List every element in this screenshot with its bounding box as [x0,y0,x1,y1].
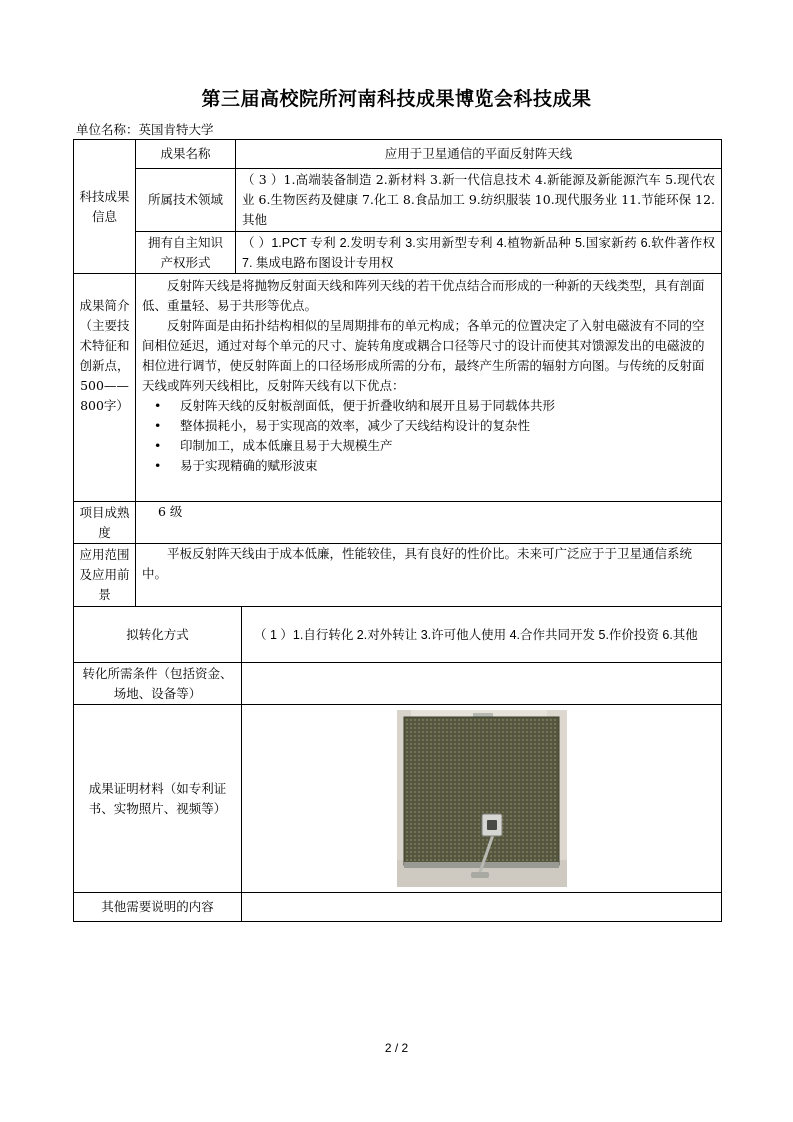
section-label-info: 科技成果信息 [74,140,136,274]
achievement-form-table [73,139,722,922]
other-value [242,893,722,922]
field-label: 所属技术领域 [136,169,236,232]
unit-name-line: 单位名称：英国肯特大学 [76,122,214,137]
field-value: （ 3 ）1.高端装备制造 2.新材料 3.新一代信息技术 4.新能源及新能源汽车 5.现代农业 6.生物医药及健康 7.化工 8.食品加工 9.纺织服装 10.现代服务业 11.节能环保 12.其他 [236,169,722,232]
transfer-mode-label: 拟转化方式 [74,607,242,663]
evidence-photo-cell [242,705,722,893]
summary-para-1: 反射阵天线是将抛物反射面天线和阵列天线的若干优点结合而形成的一种新的天线类型，具有剖面低、重量轻、易于共形等优点。 [142,278,705,313]
list-item: • 印制加工，成本低廉且易于大规模生产 [180,436,715,456]
other-label: 其他需要说明的内容 [74,893,242,922]
antenna-photo [397,710,567,887]
summary-label: 成果简介（主要技术特征和创新点，500——800字） [74,274,136,502]
document-title: 第三届高校院所河南科技成果博览会科技成果 [201,88,592,110]
ip-label: 拥有自主知识产权形式 [136,232,236,274]
advantages-list [142,396,715,476]
maturity-label: 项目成熟度 [74,502,136,544]
application-label: 应用范围及应用前景 [74,544,136,607]
application-value: 平板反射阵天线由于成本低廉，性能较佳，具有良好的性价比。未来可广泛应于于卫星通信系统中。 [136,544,722,607]
name-value: 应用于卫星通信的平面反射阵天线 [236,140,722,169]
list-item: • 整体损耗小，易于实现高的效率，减少了天线结构设计的复杂性 [180,416,715,436]
conditions-label: 转化所需条件（包括资金、场地、设备等） [74,663,242,705]
name-label: 成果名称 [136,140,236,169]
evidence-label: 成果证明材料（如专利证书、实物照片、视频等） [74,705,242,893]
summary-para-2: 反射阵面是由拓扑结构相似的呈周期排布的单元构成；各单元的位置决定了入射电磁波有不同的空间相位延迟，通过对每个单元的尺寸、旋转角度或耦合口径等尺寸的设计而使其对馈源发出的电磁波的相位进行调节，使反射阵面上的口径场形成所需的分布，最终产生所需的辐射方向图。与传统的反射面天线或阵列天线相比，反射阵天线有以下优点： [142,318,705,393]
list-item: • 反射阵天线的反射板剖面低，便于折叠收纳和展开且易于同载体共形 [180,396,715,416]
conditions-value [242,663,722,705]
ip-value: （ ）1.PCT 专利 2.发明专利 3.实用新型专利 4.植物新品种 5.国家新药 6.软件著作权 7. 集成电路布图设计专用权 [236,232,722,274]
page-number: 2 / 2 [384,1041,409,1055]
list-item: • 易于实现精确的赋形波束 [180,456,715,476]
maturity-value: 6 级 [136,502,722,544]
summary-content [136,274,722,502]
transfer-mode-value: （ 1 ）1.自行转化 2.对外转让 3.许可他人使用 4.合作共同开发 5.作价投资 6.其他 [242,607,722,663]
